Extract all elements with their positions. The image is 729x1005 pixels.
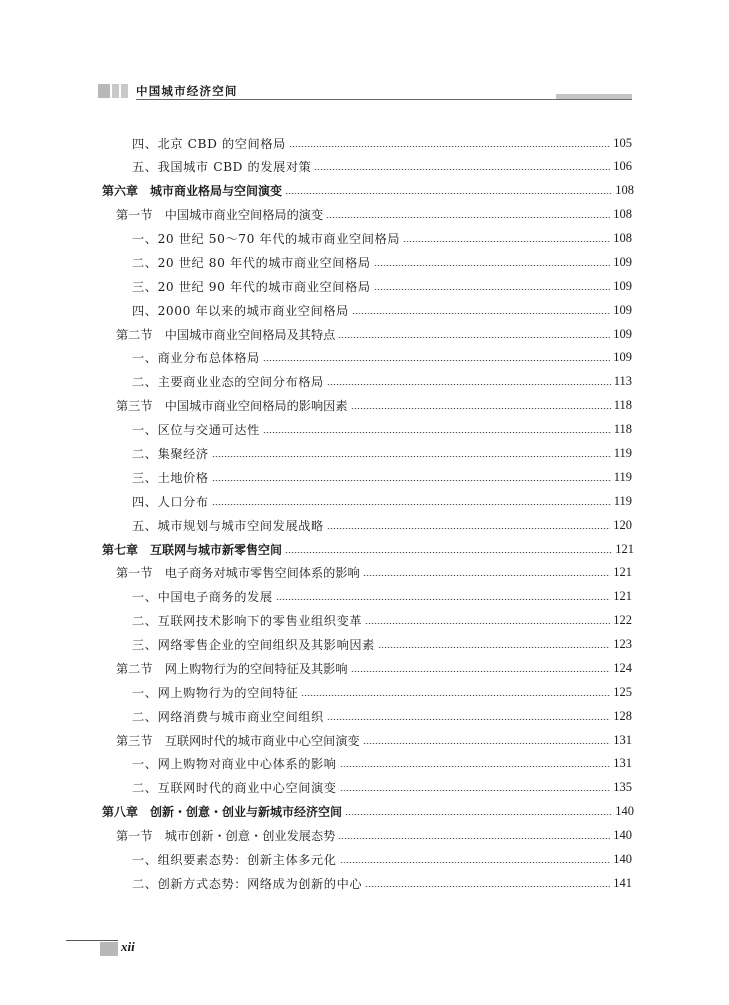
toc-item-entry[interactable]: [100, 515, 632, 535]
toc-dot-leader: [351, 671, 611, 672]
toc-page-number: 125: [613, 684, 632, 699]
toc-item-entry[interactable]: [100, 372, 632, 392]
toc-page-number: 121: [613, 565, 632, 580]
toc-entry-title: 二、互联网技术影响下的零售业组织变革: [132, 614, 363, 629]
toc-dot-leader: [365, 886, 610, 887]
toc-page-number: 121: [613, 589, 632, 604]
page-footer: [66, 937, 186, 961]
toc-section-entry[interactable]: [100, 563, 632, 583]
toc-entry-title: 一、网上购物对商业中心体系的影响: [132, 757, 337, 772]
toc-dot-leader: [327, 384, 611, 385]
toc-section-entry[interactable]: [100, 205, 632, 225]
toc-item-entry[interactable]: [100, 252, 632, 272]
toc-entry-title: 二、20 世纪 80 年代的城市商业空间格局: [132, 255, 371, 270]
toc-item-entry[interactable]: [100, 443, 632, 463]
toc-page-number: 109: [613, 254, 632, 269]
toc-dot-leader: [212, 480, 611, 481]
toc-item-entry[interactable]: [100, 229, 632, 249]
toc-dot-leader: [326, 217, 610, 218]
toc-dot-leader: [340, 862, 611, 863]
toc-page-number: 108: [613, 231, 632, 245]
toc-entry-title: 第一节 城市创新・创意・创业发展态势: [116, 829, 336, 843]
toc-page-number: 140: [613, 851, 632, 866]
header-block-decoration: [98, 84, 110, 98]
toc-dot-leader: [345, 814, 612, 815]
toc-entry-title: 一、20 世纪 50～70 年代的城市商业空间格局: [132, 232, 401, 246]
toc-dot-leader: [276, 599, 611, 600]
toc-dot-leader: [263, 360, 610, 361]
toc-entry-title: 第三节 中国城市商业空间格局的影响因素: [116, 399, 348, 414]
toc-item-entry[interactable]: [100, 420, 632, 440]
toc-dot-leader: [365, 623, 610, 624]
toc-page-number: 121: [615, 541, 634, 556]
toc-dot-leader: [363, 743, 611, 744]
toc-dot-leader: [327, 719, 610, 720]
toc-entry-title: 二、集聚经济: [132, 446, 209, 461]
toc-entry-title: 四、北京 CBD 的空间格局: [132, 136, 286, 151]
toc-dot-leader: [301, 695, 610, 696]
toc-entry-title: 一、网上购物行为的空间特征: [132, 685, 299, 700]
toc-dot-leader: [403, 241, 610, 242]
toc-dot-leader: [289, 146, 610, 147]
toc-page-number: 120: [613, 517, 632, 532]
toc-entry-title: 二、创新方式态势：网络成为创新的中心: [132, 876, 363, 891]
toc-section-entry[interactable]: [100, 658, 632, 678]
running-header: [98, 80, 632, 102]
toc-page-number: 118: [613, 398, 632, 413]
toc-page-number: 123: [613, 637, 632, 651]
toc-item-entry[interactable]: [100, 682, 632, 702]
toc-item-entry[interactable]: [100, 491, 632, 511]
header-block-decoration: [112, 84, 119, 98]
toc-entry-title: 三、网络零售企业的空间组织及其影响因素: [132, 638, 375, 652]
toc-chapter-entry[interactable]: [102, 181, 634, 201]
toc-entry-title: 第一节 中国城市商业空间格局的演变: [116, 208, 324, 223]
toc-item-entry[interactable]: [100, 706, 632, 726]
header-rule: [136, 99, 632, 100]
toc-entry-title: 第二节 中国城市商业空间格局及其特点: [116, 327, 336, 342]
toc-dot-leader: [378, 647, 610, 648]
toc-page-number: 118: [613, 422, 632, 437]
toc-entry-title: 一、区位与交通可达性: [132, 423, 260, 438]
page-number: xii: [121, 939, 135, 954]
toc-dot-leader: [338, 337, 610, 338]
toc-dot-leader: [212, 456, 611, 457]
toc-dot-leader: [263, 432, 611, 433]
toc-entry-title: 五、城市规划与城市空间发展战略: [132, 518, 324, 533]
toc-page-number: 119: [613, 469, 632, 484]
toc-entry-title: 第七章 互联网与城市新零售空间: [102, 542, 283, 557]
toc-entry-title: 二、网络消费与城市商业空间组织: [132, 709, 324, 724]
toc-entry-title: 第三节 互联网时代的城市商业中心空间演变: [116, 733, 360, 748]
toc-dot-leader: [340, 766, 611, 767]
toc-item-entry[interactable]: [100, 300, 632, 320]
toc-item-entry[interactable]: [100, 348, 632, 368]
toc-dot-leader: [374, 289, 611, 290]
toc-dot-leader: [363, 575, 611, 576]
toc-entry-title: 第六章 城市商业格局与空间演变: [102, 184, 283, 199]
running-header-title: 中国城市经济空间: [136, 84, 238, 98]
toc-section-entry[interactable]: [100, 324, 632, 344]
toc-item-entry[interactable]: [100, 754, 632, 774]
toc-item-entry[interactable]: [100, 635, 632, 655]
toc-item-entry[interactable]: [100, 157, 632, 177]
toc-entry-title: 一、中国电子商务的发展: [132, 590, 273, 605]
toc-entry-title: 三、土地价格: [132, 470, 209, 485]
toc-dot-leader: [338, 838, 610, 839]
header-gray-bar: [556, 94, 632, 99]
footer-rule: [66, 940, 118, 941]
toc-dot-leader: [285, 552, 612, 553]
toc-page-number: 109: [613, 278, 632, 293]
toc-dot-leader: [285, 193, 612, 194]
toc-page-number: 124: [613, 660, 632, 675]
toc-page-number: 109: [613, 350, 632, 365]
toc-item-entry[interactable]: [100, 587, 632, 607]
toc-entry-title: 三、20 世纪 90 年代的城市商业空间格局: [132, 279, 371, 294]
header-block-decoration: [121, 84, 128, 98]
toc-item-entry[interactable]: [100, 276, 632, 296]
toc-page-number: 113: [613, 374, 632, 389]
toc-section-entry[interactable]: [100, 730, 632, 750]
toc-dot-leader: [327, 528, 610, 529]
toc-page-number: 119: [613, 493, 632, 508]
toc-item-entry[interactable]: [100, 611, 632, 631]
toc-dot-leader: [314, 169, 610, 170]
toc-page-number: 135: [613, 780, 632, 795]
toc-page-number: 131: [613, 756, 632, 771]
toc-page-number: 131: [613, 732, 632, 747]
toc-dot-leader: [212, 504, 611, 505]
toc-page-number: 122: [613, 613, 632, 628]
toc-entry-title: 四、2000 年以来的城市商业空间格局: [132, 303, 349, 318]
toc-page-number: 109: [613, 302, 632, 317]
toc-page-number: 108: [613, 207, 632, 222]
toc-chapter-entry[interactable]: [102, 539, 634, 559]
toc-page-number: 108: [615, 183, 634, 198]
toc-entry-title: 一、组织要素态势：创新主体多元化: [132, 852, 337, 867]
toc-page-number: 128: [613, 708, 632, 723]
toc-item-entry[interactable]: [100, 133, 632, 153]
toc-item-entry[interactable]: [100, 467, 632, 487]
toc-page-number: 140: [615, 804, 634, 819]
toc-page-number: 109: [613, 326, 632, 341]
toc-page-number: 106: [613, 159, 632, 174]
toc-entry-title: 五、我国城市 CBD 的发展对策: [132, 160, 312, 175]
toc-page-number: 105: [613, 135, 632, 150]
toc-section-entry[interactable]: [100, 826, 632, 846]
toc-chapter-entry[interactable]: [102, 802, 634, 822]
toc-dot-leader: [351, 408, 611, 409]
toc-section-entry[interactable]: [100, 396, 632, 416]
toc-page-number: 119: [613, 445, 632, 460]
toc-item-entry[interactable]: [100, 778, 632, 798]
toc-entry-title: 四、人口分布: [132, 494, 209, 509]
toc-item-entry[interactable]: [100, 849, 632, 869]
toc-dot-leader: [374, 265, 611, 266]
footer-block-decoration: [100, 942, 118, 956]
toc-dot-leader: [340, 790, 611, 791]
toc-page-number: 140: [613, 828, 632, 842]
toc-entry-title: 二、互联网时代的商业中心空间演变: [132, 781, 337, 796]
toc-entry-title: 第二节 网上购物行为的空间特征及其影响: [116, 661, 348, 676]
toc-dot-leader: [352, 313, 610, 314]
toc-entry-title: 一、商业分布总体格局: [132, 351, 260, 366]
toc-entry-title: 二、主要商业业态的空间分布格局: [132, 375, 324, 390]
toc-entry-title: 第八章 创新・创意・创业与新城市经济空间: [102, 805, 343, 820]
toc-entry-title: 第一节 电子商务对城市零售空间体系的影响: [116, 566, 360, 581]
toc-page-number: 141: [613, 875, 632, 890]
toc-item-entry[interactable]: [100, 873, 632, 893]
